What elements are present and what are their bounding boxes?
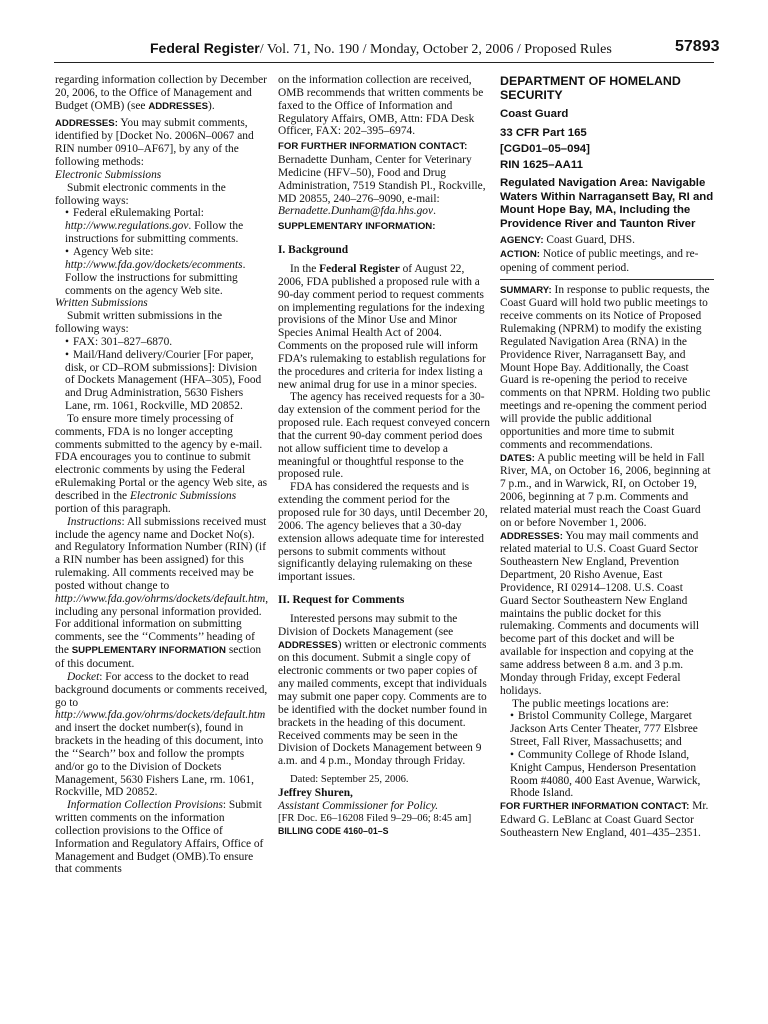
text: In the xyxy=(290,262,320,275)
text: : All submissions received must include the agency name and Docket No(s). and Regulatory Information Number (RIN) (if a RIN number has been assigned) for this rulemaking. All comments received may be posted without change to xyxy=(55,515,267,592)
instructions-label: Instructions xyxy=(67,515,122,528)
text: Interested persons may submit to the Division of Dockets Management (see xyxy=(278,612,458,638)
text: In response to public requests, the Coast Guard will hold two public meetings to receive comments on its Notice of Proposed Rulemaking (NPRM) to modify the existing Regulated Navigation Area (RNA) in the Providence River, Narragansett Bay, and Mount Hope Bay. Additionally, the Coast Guard is re-opening the period to receive comments on that NPRM. Holding two public meetings and re-opening the comment period will provide the public additional opportunities and more time to submit comments and recommendations. xyxy=(500,283,711,451)
text: and insert the docket number(s), found in brackets in the heading of this document, into the ‘‘Search’’ box and follow the prompts and/or go to the Division of Dockets Management, 5630 Fishers Lane, rm. 1061, Rockville, MD 20852. xyxy=(55,722,264,799)
paragraph xyxy=(55,671,269,799)
issue-citation: / Vol. 71, No. 190 / Monday, October 2, 2006 / Proposed Rules xyxy=(259,42,612,57)
text: You may mail comments and related material to U.S. Coast Guard Sector Southeastern New England, Prevention Department, 20 Risho Avenue, East Providence, RI 02914–1208. U.S. Coast Guard Sector Southeastern New England maintains the public docket for this rulemaking. Comments and documents will become part of this docket and will be available for inspection and copying at the same address between 8 a.m. and 3 p.m. Monday through Friday, except Federal holidays. xyxy=(500,529,699,697)
text: A public meeting will be held in Fall River, MA, on October 16, 2006, beginning at 7 p.m., and in Warwick, RI, on October 19, 2006, beginning at 7 p.m. Comments and related material must reach the Coast Guard on or before November 1, 2006. xyxy=(500,451,711,529)
paragraph: The public meetings locations are: xyxy=(512,697,669,710)
contact-text xyxy=(278,154,492,218)
paragraph: Submit electronic comments in the following ways: xyxy=(55,181,226,207)
text: , including any personal information provided. For additional information on submitting comments, see the ‘‘Comments’’ heading of the xyxy=(55,592,269,657)
agency-label: AGENCY: xyxy=(500,235,544,246)
text: : Submit written comments on the information collection provisions to the Office of Information and Regulatory Affairs, Office of Management and Budget (OMB).To ensure that comments xyxy=(55,799,264,876)
billing-code: BILLING CODE 4160–01–S xyxy=(278,826,389,837)
contact-email-link[interactable]: Bernadette.Dunham@fda.hhs.gov xyxy=(278,205,434,218)
agency-heading: Coast Guard xyxy=(500,108,569,120)
text: section of this document. xyxy=(55,644,262,670)
rin-number: RIN 1625–AA11 xyxy=(500,158,583,171)
subheading-written xyxy=(55,297,269,310)
dated-line: Dated: September 25, 2006. xyxy=(290,774,409,786)
paragraph xyxy=(55,799,269,876)
page-header xyxy=(0,0,768,60)
column-left xyxy=(55,74,269,876)
contact-label: FOR FURTHER INFORMATION CONTACT: xyxy=(278,141,468,153)
column-right xyxy=(500,74,714,840)
rule-title: Regulated Navigation Area: Navigable Waters Within Narragansett Bay, RI and Mount Hope Bay, MA, Including the Providence River and Taunton River xyxy=(500,177,714,230)
dockets-link[interactable]: http://www.fda.gov/ohrms/dockets/default.htm xyxy=(55,592,266,605)
agency-line xyxy=(500,234,714,248)
running-head xyxy=(150,40,612,58)
icp-label: Information Collection Provisions xyxy=(67,799,223,812)
text: Federal eRulemaking Portal: xyxy=(73,207,204,220)
subheading-electronic xyxy=(55,169,269,182)
text: Bernadette Dunham, Center for Veterinary Medicine (HFV–50), Food and Drug Administration, 7519 Standish Pl., Rockville, MD 20855, 240–276–9090, e-mail: xyxy=(278,154,486,205)
column-middle xyxy=(278,74,492,838)
text: : For access to the docket to read background documents or comments received, go to xyxy=(55,670,268,709)
paragraph xyxy=(278,263,492,391)
text: Electronic Submissions xyxy=(55,168,162,181)
text: of August 22, 2006, FDA published a proposed rule with a 90-day comment period to request comments on implementing regulations for the indexing provisions of the Minor Use and Minor Species Animal Health Act of 2004. Comments on the proposed rule will inform FDA’s rulemaking to establish regulations for the procedures and criteria for index listing a new animal drug for use in a minor species. xyxy=(278,262,486,391)
addresses-section xyxy=(500,530,714,698)
divider xyxy=(500,279,714,280)
supplementary-label: SUPPLEMENTARY INFORMATION: xyxy=(278,221,436,233)
dates-label: DATES: xyxy=(500,452,535,464)
paragraph: The agency has received requests for a 30-day extension of the comment period for the proposed rule. Each request conveyed concern that the current 90-day comment period does not allow sufficient time to develop a meaningful or thoughtful response to the proposed rule. xyxy=(278,391,490,481)
text: . xyxy=(433,205,436,218)
addresses-label: ADDRESSES: xyxy=(55,117,118,129)
signer-title xyxy=(278,800,492,813)
text: Assistant Commissioner for Policy. xyxy=(278,799,439,812)
addresses-reference: ADDRESSES xyxy=(278,639,338,651)
text: Jeffrey Shuren, xyxy=(278,786,353,799)
list-item: • Mail/Hand delivery/Courier [For paper, disk, or CD–ROM submissions]: Division of Dockets Management (HFA–305), Food and Drug Administration, 5630 Fishers Lane, rm. 1061, Rockville, MD 20852. xyxy=(55,349,269,413)
paragraph: on the information collection are received, OMB recommends that written comments be faxed to the Office of Information and Regulatory Affairs, OMB, Attn: FDA Desk Officer, FAX: 202–395–6974. xyxy=(278,74,484,138)
cfr-part: 33 CFR Part 165 xyxy=(500,126,587,139)
header-rule xyxy=(54,62,714,63)
text: ). xyxy=(208,99,215,112)
list-item xyxy=(55,207,269,246)
text: . Follow the instructions for submitting comments. xyxy=(65,220,244,246)
regulations-link[interactable]: http://www.regulations.gov xyxy=(65,220,189,233)
action-line xyxy=(500,248,714,275)
section-heading-background: I. Background xyxy=(278,244,349,257)
text: Written Submissions xyxy=(55,297,148,310)
dockets-link[interactable]: http://www.fda.gov/ohrms/dockets/default.htm xyxy=(55,709,266,722)
contact-label: FOR FURTHER INFORMATION CONTACT: xyxy=(500,801,690,813)
list-item: • FAX: 301–827–6870. xyxy=(55,336,269,349)
text: Mr. Edward G. LeBlanc at Coast Guard Sector Southeastern New England, 401–435–2351. xyxy=(500,800,709,839)
summary-section xyxy=(500,284,714,452)
paragraph xyxy=(55,516,269,671)
addresses-section xyxy=(55,117,269,169)
paragraph xyxy=(278,613,492,768)
page-number: 57893 xyxy=(675,38,720,55)
paragraph: FDA has considered the requests and is extending the comment period for the proposed rule for 30 days, until December 20, 2006. The agency believes that a 30-day extension allows adequate time for interested persons to submit comments without significantly delaying rulemaking on these important issues. xyxy=(278,481,488,584)
text: Electronic Submissions xyxy=(129,490,237,502)
list-item: • Bristol Community College, Margaret Jackson Arts Center Theater, 777 Elsbree Street, Fall River, Massachusetts; and xyxy=(500,710,714,749)
text: Coast Guard, DHS. xyxy=(543,234,635,246)
paragraph: Submit written submissions in the following ways: xyxy=(55,310,223,336)
addresses-reference: ADDRESSES xyxy=(148,100,209,112)
dates-section xyxy=(500,452,714,530)
contact-section xyxy=(500,800,714,840)
supplementary-reference: SUPPLEMENTARY INFORMATION xyxy=(71,645,226,657)
department-heading: DEPARTMENT OF HOMELAND SECURITY xyxy=(500,74,681,102)
paragraph xyxy=(55,74,269,114)
text: Federal Register xyxy=(319,262,400,275)
text: portion of this paragraph. xyxy=(55,502,171,515)
action-label: ACTION: xyxy=(500,248,540,260)
ecomments-link[interactable]: http://www.fda.gov/dockets/ecomments xyxy=(65,258,243,271)
text: Notice of public meetings, and re-opening of comment period. xyxy=(500,247,699,274)
section-heading-request: II. Request for Comments xyxy=(278,594,405,607)
list-item: • Community College of Rhode Island, Knight Campus, Henderson Presentation Room #4080, 400 East Avenue, Warwick, Rhode Island. xyxy=(500,749,714,800)
fr-doc-line: [FR Doc. E6–16208 Filed 9–29–06; 8:45 am] xyxy=(278,812,472,824)
summary-label: SUMMARY: xyxy=(500,284,552,296)
signer-name xyxy=(278,787,492,800)
docket-number: [CGD01–05–094] xyxy=(500,142,590,155)
text: To ensure more timely processing of comments, FDA is no longer accepting comments submitted to the agency by e-mail. FDA encourages you to continue to submit electronic comments by using the Federal eRulemaking Portal or the agency Web site, as described in the xyxy=(55,412,268,502)
addresses-label: ADDRESSES: xyxy=(500,530,563,542)
text: . Follow the instructions for submitting comments on the agency Web site. xyxy=(65,258,246,297)
list-item xyxy=(55,246,269,297)
text: You may submit comments, identified by [Docket No. 2006N–0067 and RIN number 0910–AF67], by any of the following methods: xyxy=(55,116,254,169)
text: Agency Web site: xyxy=(73,245,154,258)
paragraph xyxy=(55,413,269,516)
text: ) written or electronic comments on this document. Submit a single copy of electronic comments or two paper copies of any mailed comments, except that individuals may submit one paper copy. Comments are to be identified with the docket number found in brackets in the heading of this document. Received comments may be seen in the Division of Dockets Management between 9 a.m. and 4 p.m., Monday through Friday. xyxy=(278,638,488,768)
text: regarding information collection by December 20, 2006, to the Office of Management and Budget (OMB) (see xyxy=(55,74,267,112)
docket-label: Docket xyxy=(67,670,100,683)
publication-name: Federal Register xyxy=(150,40,260,56)
